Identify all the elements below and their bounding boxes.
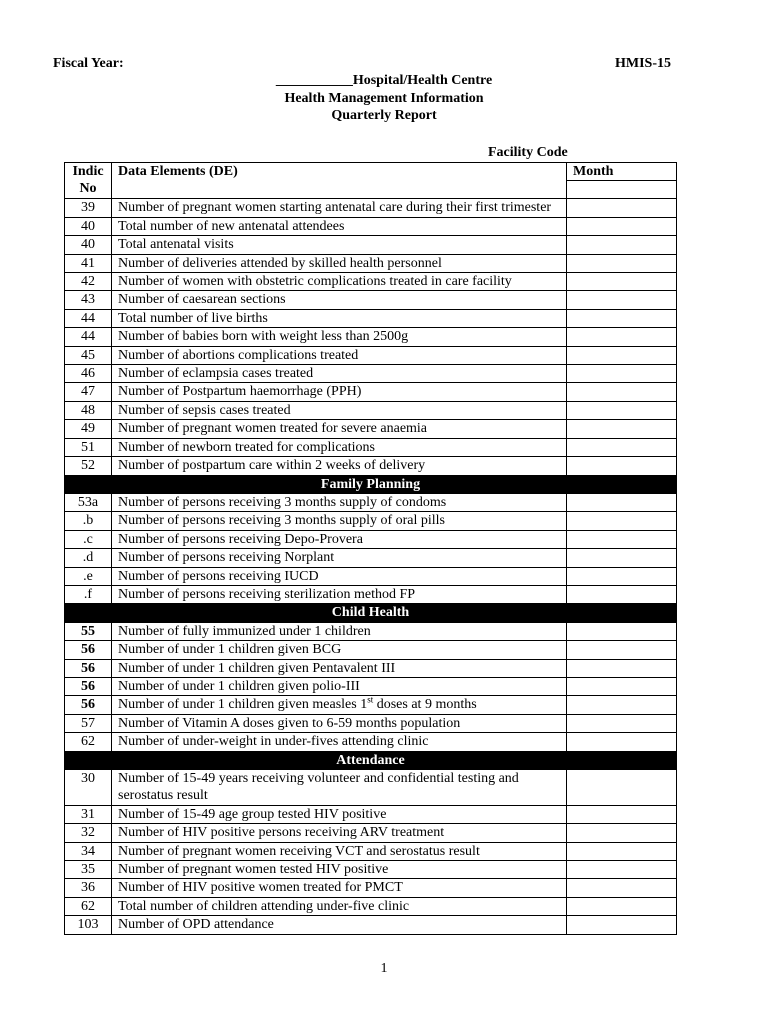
indic-no-cell: .e xyxy=(65,567,112,585)
month-value-cell[interactable] xyxy=(567,585,677,603)
table-row xyxy=(65,309,677,327)
table-row xyxy=(65,805,677,823)
data-element-cell: Total antenatal visits xyxy=(112,236,567,254)
table-row xyxy=(65,512,677,530)
data-element-cell: Number of abortions complications treated xyxy=(112,346,567,364)
data-element-cell: Number of women with obstetric complications treated in care facility xyxy=(112,273,567,291)
table-row xyxy=(65,714,677,732)
table-row xyxy=(65,879,677,897)
table-row xyxy=(65,383,677,401)
month-value-cell[interactable] xyxy=(567,365,677,383)
month-value-cell[interactable] xyxy=(567,622,677,640)
table-row xyxy=(65,733,677,751)
section-title: Attendance xyxy=(65,751,677,769)
data-element-cell: Number of pregnant women tested HIV positive xyxy=(112,861,567,879)
section-title: Family Planning xyxy=(65,475,677,493)
data-element-cell: Number of persons receiving 3 months supply of oral pills xyxy=(112,512,567,530)
month-value-cell[interactable] xyxy=(567,733,677,751)
month-value-cell[interactable] xyxy=(567,897,677,915)
indic-no-cell: 103 xyxy=(65,916,112,934)
indic-no-cell: 40 xyxy=(65,236,112,254)
indic-no-cell: 44 xyxy=(65,328,112,346)
month-value-cell[interactable] xyxy=(567,401,677,419)
data-element-cell: Total number of live births xyxy=(112,309,567,327)
table-row xyxy=(65,696,677,714)
month-value-cell[interactable] xyxy=(567,879,677,897)
data-element-cell: Number of OPD attendance xyxy=(112,916,567,934)
table-row xyxy=(65,438,677,456)
indic-no-cell: 62 xyxy=(65,897,112,915)
data-element-cell: Number of postpartum care within 2 weeks of delivery xyxy=(112,457,567,475)
indic-no-cell: .c xyxy=(65,530,112,548)
table-row xyxy=(65,530,677,548)
data-element-cell: Total number of children attending under-five clinic xyxy=(112,897,567,915)
data-element-cell: Number of persons receiving Norplant xyxy=(112,549,567,567)
data-element-cell: Number of 15-49 age group tested HIV positive xyxy=(112,805,567,823)
indic-no-cell: 39 xyxy=(65,199,112,217)
indic-no-cell: 36 xyxy=(65,879,112,897)
indic-no-cell: 51 xyxy=(65,438,112,456)
month-value-cell[interactable] xyxy=(567,696,677,714)
data-element-cell: Number of Postpartum haemorrhage (PPH) xyxy=(112,383,567,401)
data-element-cell: Number of deliveries attended by skilled health personnel xyxy=(112,254,567,272)
month-value-cell[interactable] xyxy=(567,641,677,659)
table-row xyxy=(65,824,677,842)
data-element-cell: Number of eclampsia cases treated xyxy=(112,365,567,383)
month-subheader-cell xyxy=(567,181,677,199)
section-header-row xyxy=(65,751,677,769)
indic-no-header: Indic No xyxy=(65,163,112,199)
table-row xyxy=(65,622,677,640)
indic-no-cell: 56 xyxy=(65,677,112,695)
section-title: Child Health xyxy=(65,604,677,622)
month-value-cell[interactable] xyxy=(567,567,677,585)
indic-no-cell: 42 xyxy=(65,273,112,291)
table-row xyxy=(65,567,677,585)
data-element-cell: Number of caesarean sections xyxy=(112,291,567,309)
month-value-cell[interactable] xyxy=(567,309,677,327)
table-row xyxy=(65,842,677,860)
month-value-cell[interactable] xyxy=(567,457,677,475)
table-row xyxy=(65,861,677,879)
month-value-cell[interactable] xyxy=(567,383,677,401)
indic-no-cell: .f xyxy=(65,585,112,603)
data-element-cell: Number of under 1 children given Pentavalent III xyxy=(112,659,567,677)
data-element-cell xyxy=(112,696,567,714)
indic-no-cell: 46 xyxy=(65,365,112,383)
month-value-cell[interactable] xyxy=(567,824,677,842)
table-row xyxy=(65,549,677,567)
data-element-cell: Number of under 1 children given polio-III xyxy=(112,677,567,695)
indic-no-cell: 47 xyxy=(65,383,112,401)
table-row xyxy=(65,199,677,217)
ordinal-suffix: st xyxy=(367,694,374,705)
report-table xyxy=(64,162,677,935)
indic-no-cell: 56 xyxy=(65,641,112,659)
table-row xyxy=(65,273,677,291)
section-header-row xyxy=(65,604,677,622)
table-row xyxy=(65,493,677,511)
indic-no-cell: 30 xyxy=(65,770,112,806)
month-value-cell[interactable] xyxy=(567,714,677,732)
data-element-cell: Number of babies born with weight less than 2500g xyxy=(112,328,567,346)
data-element-cell: Number of pregnant women receiving VCT and serostatus result xyxy=(112,842,567,860)
section-header-row xyxy=(65,475,677,493)
indic-no-cell: 40 xyxy=(65,217,112,235)
table-row xyxy=(65,254,677,272)
table-row xyxy=(65,677,677,695)
month-value-cell[interactable] xyxy=(567,420,677,438)
data-element-cell: Number of under-weight in under-fives attending clinic xyxy=(112,733,567,751)
indic-no-cell: 45 xyxy=(65,346,112,364)
data-element-cell: Number of sepsis cases treated xyxy=(112,401,567,419)
data-element-cell: Number of pregnant women starting antenatal care during their first trimester xyxy=(112,199,567,217)
page-number: 1 xyxy=(380,961,388,976)
data-element-cell: Number of persons receiving Depo-Provera xyxy=(112,530,567,548)
month-value-cell[interactable] xyxy=(567,842,677,860)
month-value-cell[interactable] xyxy=(567,346,677,364)
month-value-cell[interactable] xyxy=(567,291,677,309)
indic-no-cell: 57 xyxy=(65,714,112,732)
indic-no-cell: .d xyxy=(65,549,112,567)
indic-no-cell: 56 xyxy=(65,696,112,714)
data-element-cell: Number of newborn treated for complications xyxy=(112,438,567,456)
indic-no-cell: 56 xyxy=(65,659,112,677)
data-element-cell: Number of 15-49 years receiving volunteer and confidential testing and serostatus result xyxy=(112,770,567,806)
report-subtitle: Quarterly Report xyxy=(331,108,437,123)
table-row xyxy=(65,916,677,934)
indic-no-cell: 32 xyxy=(65,824,112,842)
data-element-cell: Number of Vitamin A doses given to 6-59 months population xyxy=(112,714,567,732)
month-value-cell[interactable] xyxy=(567,328,677,346)
month-value-cell[interactable] xyxy=(567,530,677,548)
month-value-cell[interactable] xyxy=(567,805,677,823)
table-header-row xyxy=(65,163,677,181)
data-element-cell: Number of under 1 children given BCG xyxy=(112,641,567,659)
indic-no-cell: 49 xyxy=(65,420,112,438)
table-row xyxy=(65,217,677,235)
month-value-cell[interactable] xyxy=(567,770,677,806)
data-element-cell: Number of persons receiving sterilization method FP xyxy=(112,585,567,603)
table-row xyxy=(65,457,677,475)
facility-code-label: Facility Code xyxy=(488,145,568,160)
data-element-cell: Number of pregnant women treated for severe anaemia xyxy=(112,420,567,438)
indic-no-cell: 34 xyxy=(65,842,112,860)
month-value-cell[interactable] xyxy=(567,199,677,217)
month-header: Month xyxy=(567,163,677,181)
month-value-cell[interactable] xyxy=(567,861,677,879)
hospital-line: ___________Hospital/Health Centre xyxy=(275,73,493,88)
data-element-cell: Number of persons receiving 3 months supply of condoms xyxy=(112,493,567,511)
table-row xyxy=(65,236,677,254)
data-element-cell: Number of HIV positive women treated for PMCT xyxy=(112,879,567,897)
month-value-cell[interactable] xyxy=(567,217,677,235)
indic-no-cell: 35 xyxy=(65,861,112,879)
month-value-cell[interactable] xyxy=(567,493,677,511)
data-element-text-tail: doses at 9 months xyxy=(373,697,477,713)
indic-no-cell: 53a xyxy=(65,493,112,511)
data-element-cell: Total number of new antenatal attendees xyxy=(112,217,567,235)
month-value-cell[interactable] xyxy=(567,512,677,530)
indic-no-cell: 41 xyxy=(65,254,112,272)
table-row xyxy=(65,585,677,603)
indic-no-cell: 62 xyxy=(65,733,112,751)
indic-no-cell: 55 xyxy=(65,622,112,640)
table-row xyxy=(65,365,677,383)
data-element-cell: Number of persons receiving IUCD xyxy=(112,567,567,585)
indic-no-cell: 44 xyxy=(65,309,112,327)
month-value-cell[interactable] xyxy=(567,236,677,254)
table-row xyxy=(65,641,677,659)
indic-no-cell: 31 xyxy=(65,805,112,823)
month-value-cell[interactable] xyxy=(567,273,677,291)
indic-no-cell: .b xyxy=(65,512,112,530)
month-value-cell[interactable] xyxy=(567,438,677,456)
data-elements-header: Data Elements (DE) xyxy=(112,163,567,199)
month-value-cell[interactable] xyxy=(567,254,677,272)
table-row xyxy=(65,328,677,346)
report-title: Health Management Information xyxy=(284,91,484,106)
month-value-cell[interactable] xyxy=(567,677,677,695)
indic-no-cell: 52 xyxy=(65,457,112,475)
table-row xyxy=(65,897,677,915)
month-value-cell[interactable] xyxy=(567,916,677,934)
table-row xyxy=(65,420,677,438)
table-row xyxy=(65,659,677,677)
data-element-text: Number of under 1 children given measles 1 xyxy=(118,697,368,713)
data-element-cell: Number of HIV positive persons receiving ARV treatment xyxy=(112,824,567,842)
table-row xyxy=(65,770,677,806)
table-row xyxy=(65,401,677,419)
month-value-cell[interactable] xyxy=(567,549,677,567)
table-row xyxy=(65,346,677,364)
data-element-cell: Number of fully immunized under 1 children xyxy=(112,622,567,640)
month-value-cell[interactable] xyxy=(567,659,677,677)
indic-no-cell: 43 xyxy=(65,291,112,309)
form-code: HMIS-15 xyxy=(615,56,671,71)
table-row xyxy=(65,291,677,309)
fiscal-year-label: Fiscal Year: xyxy=(53,56,124,71)
indic-no-cell: 48 xyxy=(65,401,112,419)
